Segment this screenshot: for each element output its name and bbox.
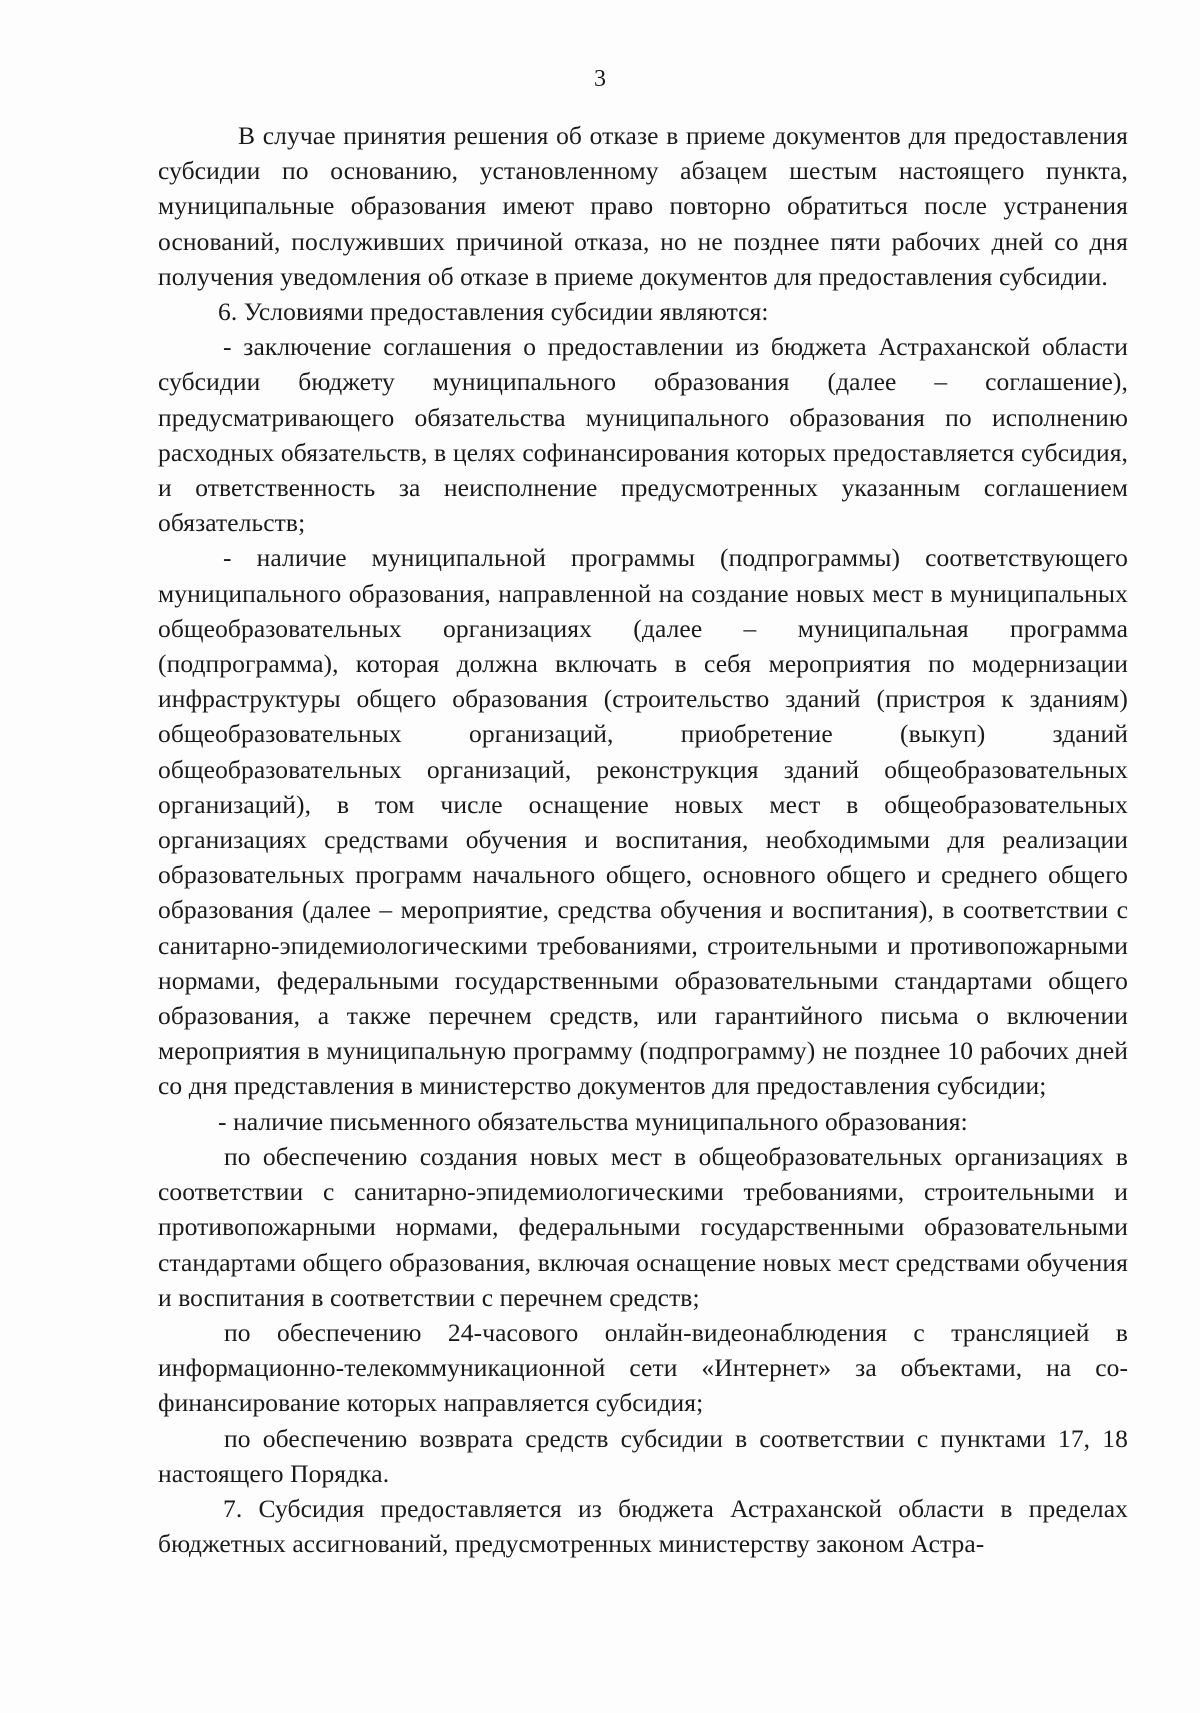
paragraph-obligation-new-places: по обеспечению создания новых мест в общеобразовательных организациях в соответствии с санитарно-эпидемиологическими требованиями, строительными и противопожарными нормами, федеральными государственными образовательными стандартами общего образования, включая оснащение новых мест средствами обучения и воспитания в соответствии с перечнем средств; (158, 1141, 1128, 1312)
document-body (158, 118, 1128, 1561)
page-number: 3 (594, 66, 606, 92)
paragraph-obligation-video-surveillance: по обеспечению 24-часового онлайн-видеонаблюдения с трансляцией в информационно-телекоммуникационной сети «Интернет» за объектами, на софинансирование которых направляется субсидия; (158, 1317, 1128, 1418)
paragraph-item-7: 7. Субсидия предоставляется из бюджета Астраханской области в пределах бюджетных ассигнований, предусмотренных министерству законом Астра- (158, 1493, 1128, 1559)
paragraph-refusal-resubmission: В случае принятия решения об отказе в приеме документов для предоставления субсидии по основанию, установленному абзацем шестым настоящего пункта, муниципальные образования имеют право повторно обратиться после устранения оснований, послуживших причиной отказа, но не позднее пяти рабочих дней со дня получения уведомления об отказе в приеме документов для предоставления субсидии. (158, 121, 1128, 291)
paragraph-condition-agreement: - заключение соглашения о предоставлении из бюджета Астраханской области субсидии бюджету муниципального образования (далее – соглашение), предусматривающего обязательства муниципального образования по исполнению расходных обязательств, в целях софинансирования которых предоставляется субсидия, и ответственность за неисполнение предусмотренных указанным соглашением обязательств; (158, 332, 1128, 538)
paragraph-condition-municipal-program: - наличие муниципальной программы (подпрограммы) соответствующего муниципального образования, направленной на создание новых мест в муниципальных общеобразовательных организациях (далее – муниципальная программа (подпрограмма), которая должна включать в себя мероприятия по модернизации инфраструктуры общего образования (строительство зданий (пристроя к зданиям) общеобразовательных организаций, приобретение (выкуп) зданий общеобразовательных организаций, реконструкция зданий общеобразовательных организаций), в том числе оснащение новых мест в общеобразовательных организациях средствами обучения и воспитания, необходимыми для реализации образовательных программ начального общего, основного общего и среднего общего образования (далее – мероприятие, средства обучения и воспитания), в соответствии с санитарно-эпидемиологическими требованиями, строительными и противопожарными нормами, федеральными государственными образовательными стандартами общего образования, а также перечнем средств, или гарантийного письма о включении мероприятия в муниципальную программу (подпрограмму) не позднее 10 рабочих дней со дня представления в министерство документов для предоставления субсидии; (158, 543, 1128, 1101)
paragraph-obligation-refund: по обеспечению возврата средств субсидии в соответствии с пунктами 17, 18 настоящего Порядка. (158, 1423, 1128, 1488)
paragraph-item-6-heading: 6. Условиями предоставления субсидии являются: (218, 297, 769, 327)
paragraph-condition-written-obligation: - наличие письменного обязательства муниципального образования: (218, 1106, 968, 1136)
